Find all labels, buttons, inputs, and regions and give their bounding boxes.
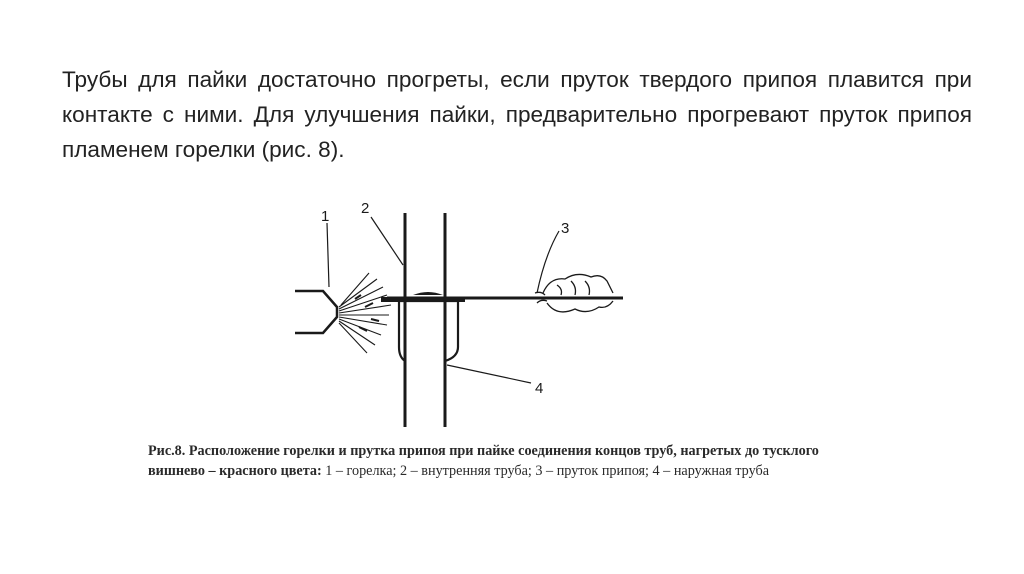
slide-paragraph: Трубы для пайки достаточно прогреты, если пруток твердого припоя плавится при контакте с ними. Для улучшения пайки, предварительно прогревают пруток припоя пламенем горелки (рис. 8). — [62, 67, 972, 162]
torch-flame — [339, 273, 391, 353]
label-outer-pipe: 4 — [535, 380, 544, 397]
label-solder-rod: 3 — [561, 220, 570, 237]
caption-legend: 1 – горелка; 2 – внутренняя труба; 3 – пруток припоя; 4 – наружная труба — [321, 462, 769, 479]
hand-sketch — [535, 274, 613, 311]
label-inner-pipe: 2 — [361, 200, 370, 217]
figure-caption — [148, 442, 873, 481]
brazing-diagram — [295, 195, 635, 430]
torch — [295, 291, 337, 333]
label-torch: 1 — [321, 208, 330, 225]
solder-drop — [413, 292, 443, 295]
caption-title: Рис.8. Расположение горелки и прутка припоя при пайке соединения концов труб, нагретых до тусклого вишнево – красного цвета: — [148, 443, 819, 479]
inner-pipe — [405, 213, 445, 427]
figure-brazing-diagram — [295, 195, 635, 430]
outer-pipe — [399, 301, 458, 361]
